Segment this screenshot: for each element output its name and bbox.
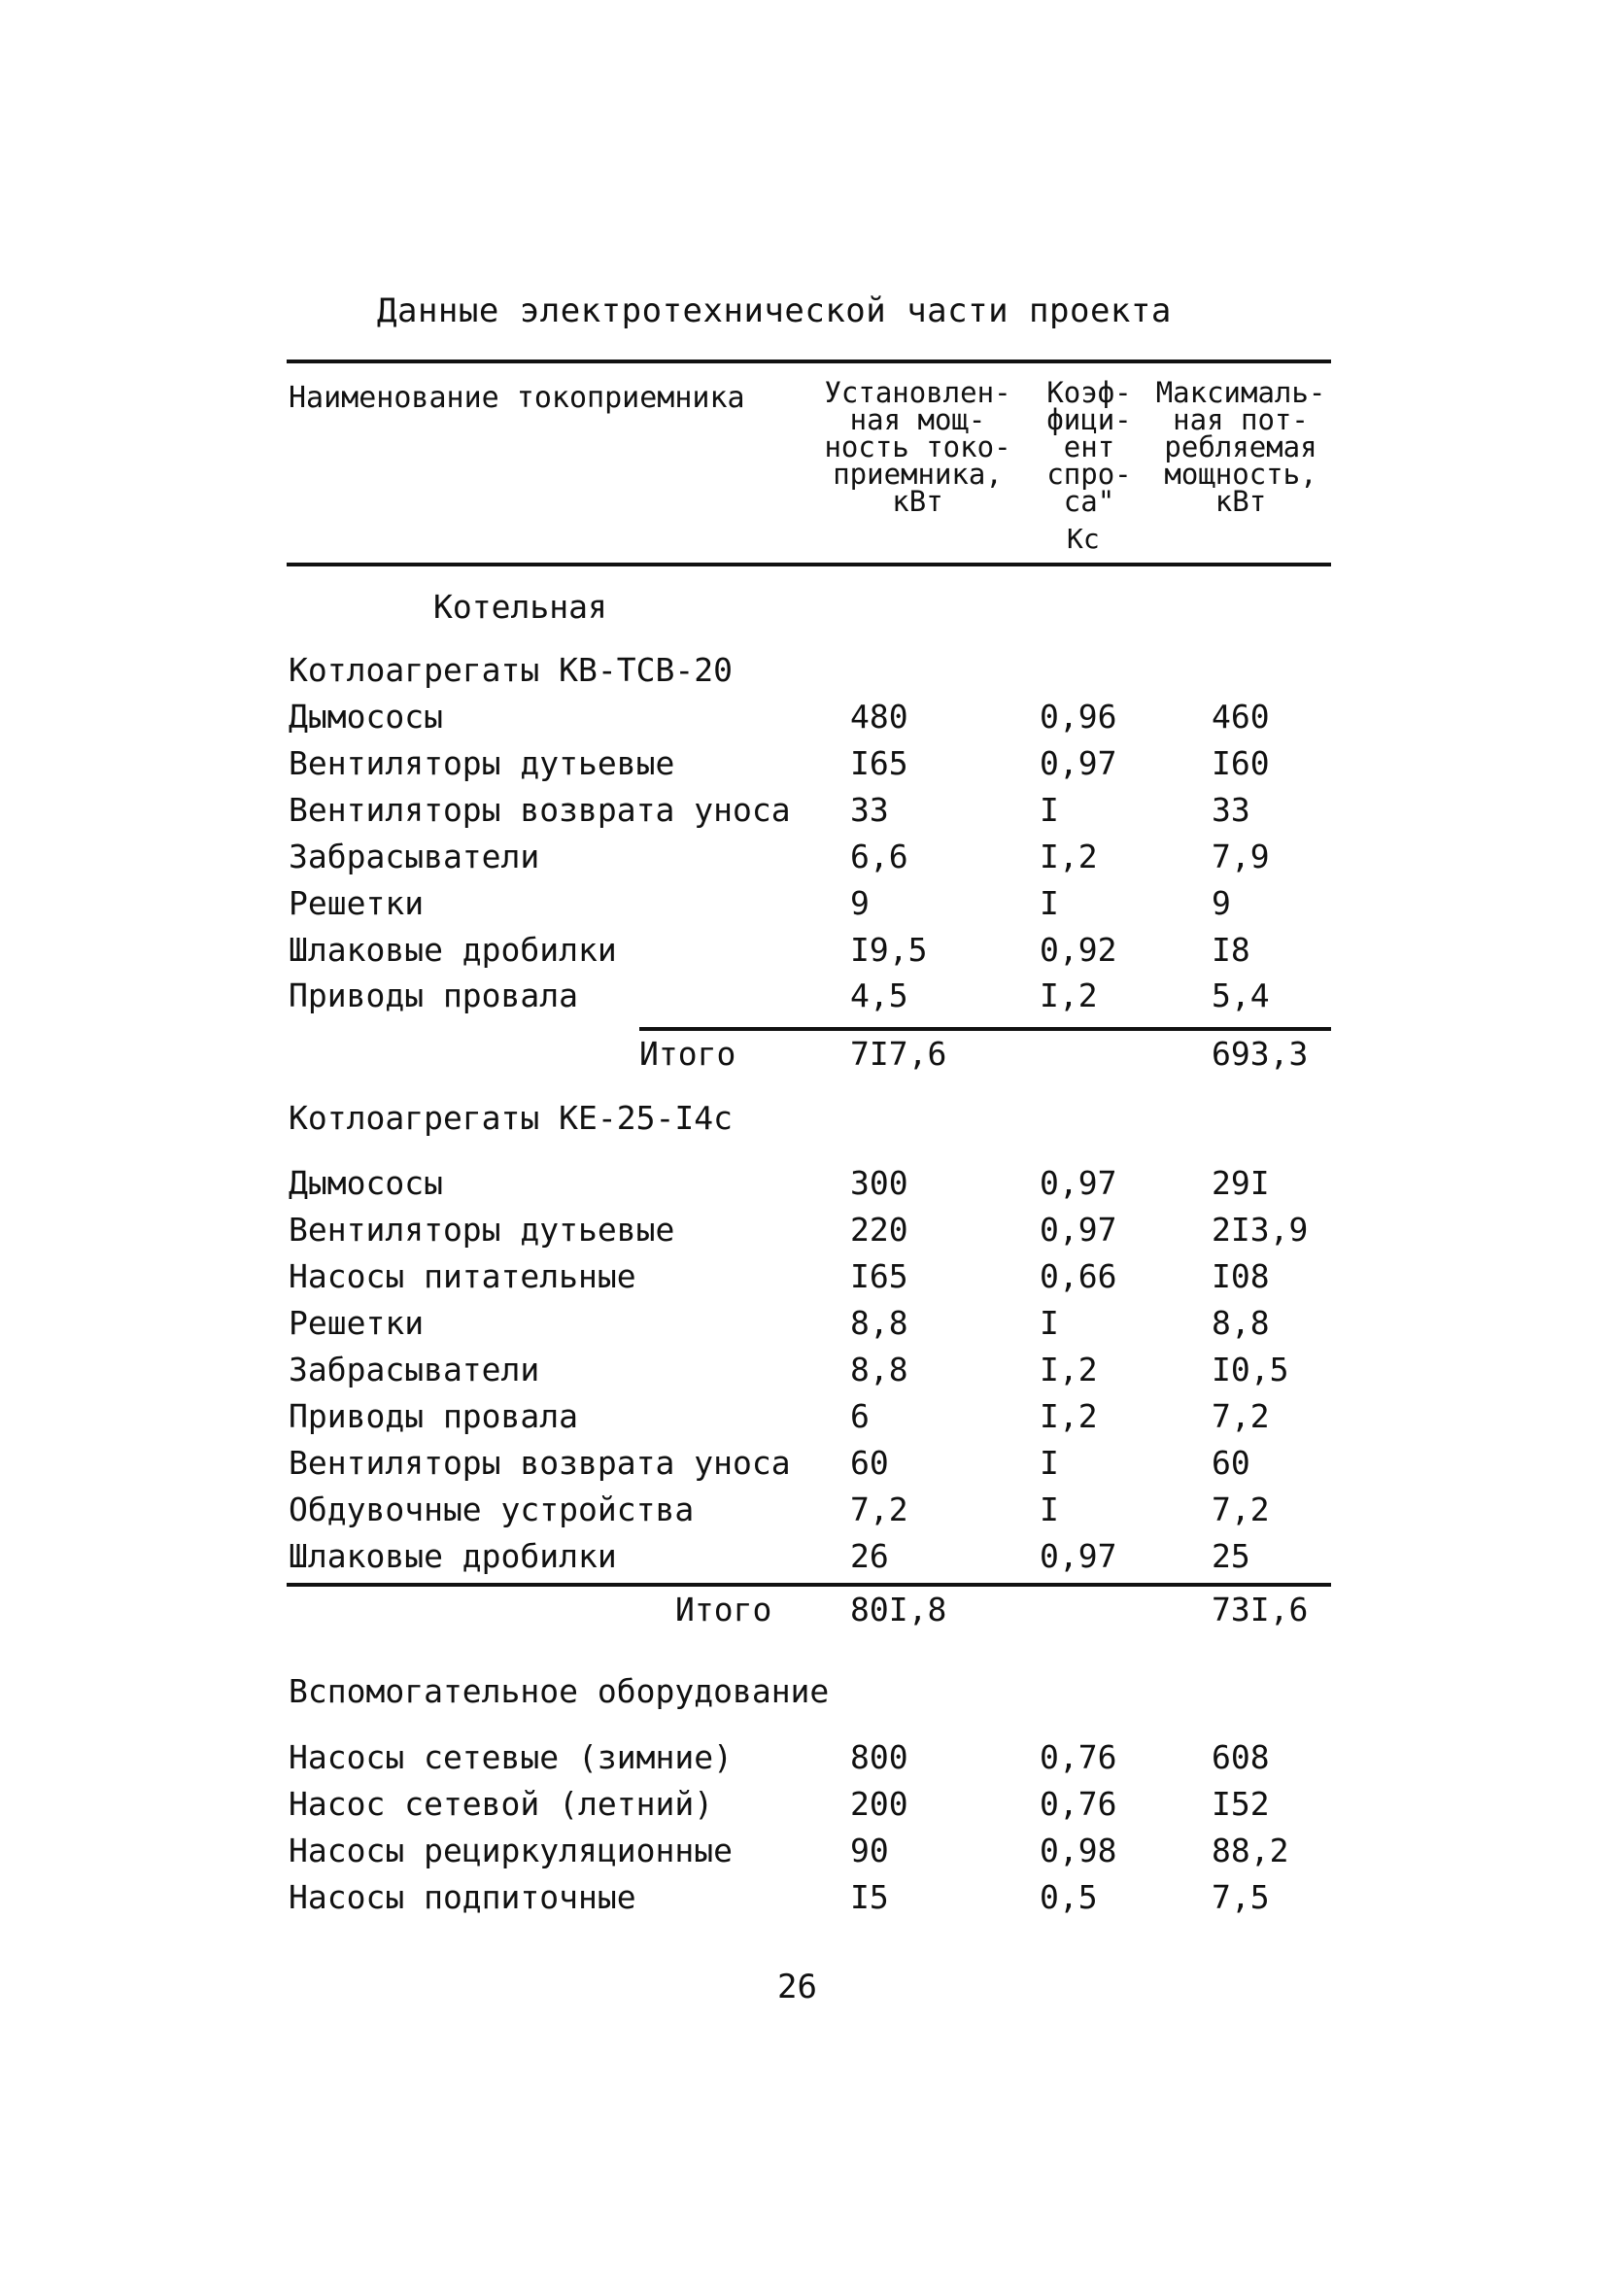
column-header-max: Максималь- ная пот- ребляемая мощность, кВт: [1155, 376, 1326, 518]
row-installed: I65: [850, 1257, 908, 1295]
kv-total-label: Итого: [639, 1035, 736, 1073]
row-coef: 0,96: [1040, 698, 1117, 736]
row-name: Решетки: [289, 1304, 425, 1342]
section-ke-group: Котлоагрегаты КЕ-25-I4с: [289, 1099, 733, 1137]
row-name: Забрасыватели: [289, 838, 540, 875]
row-name: Дымососы: [289, 698, 443, 736]
section-kv-group: Котлоагрегаты КВ-ТСВ-20: [289, 651, 733, 689]
section-aux-group: Вспомогательное оборудование: [289, 1672, 830, 1710]
kv-total-max: 693,3: [1212, 1035, 1309, 1073]
row-max: 608: [1212, 1738, 1270, 1776]
table-header-rule: [287, 563, 1331, 566]
row-max: 9: [1212, 884, 1231, 922]
row-name: Насосы питательные: [289, 1257, 636, 1295]
row-coef: I,2: [1040, 1397, 1098, 1435]
row-coef: I: [1040, 1491, 1059, 1528]
row-installed: 800: [850, 1738, 908, 1776]
row-installed: 33: [850, 791, 889, 829]
row-installed: 7,2: [850, 1491, 908, 1528]
table-top-rule: [287, 360, 1331, 363]
row-installed: 200: [850, 1785, 908, 1823]
row-max: I8: [1212, 931, 1250, 969]
row-max: 60: [1212, 1444, 1250, 1482]
ke-total-label: Итого: [675, 1591, 772, 1628]
row-name: Решетки: [289, 884, 425, 922]
row-max: I52: [1212, 1785, 1270, 1823]
column-header-name: Наименование токоприемника: [289, 381, 745, 415]
column-header-coef: Коэф- фици- ент спро- са": [1046, 376, 1132, 518]
row-max: 29I: [1212, 1164, 1270, 1202]
row-name: Вентиляторы возврата уноса: [289, 1444, 791, 1482]
row-installed: I5: [850, 1878, 889, 1916]
row-name: Вентиляторы дутьевые: [289, 1211, 675, 1249]
row-installed: 90: [850, 1832, 889, 1869]
row-max: 25: [1212, 1537, 1250, 1575]
row-installed: 4,5: [850, 977, 908, 1014]
ke-total-rule: [287, 1583, 1331, 1587]
row-name: Шлаковые дробилки: [289, 1537, 617, 1575]
row-max: I0,5: [1212, 1351, 1289, 1388]
row-name: Дымососы: [289, 1164, 443, 1202]
row-coef: 0,97: [1040, 1537, 1117, 1575]
page-number: 26: [777, 1968, 817, 2006]
row-max: 7,2: [1212, 1491, 1270, 1528]
ke-total-max: 73I,6: [1212, 1591, 1309, 1628]
row-installed: 8,8: [850, 1351, 908, 1388]
row-coef: 0,66: [1040, 1257, 1117, 1295]
row-installed: 300: [850, 1164, 908, 1202]
row-coef: I,2: [1040, 977, 1098, 1014]
page-title: Данные электротехнической части проекта: [377, 291, 1172, 330]
row-coef: 0,97: [1040, 1164, 1117, 1202]
row-coef: 0,5: [1040, 1878, 1098, 1916]
kv-total-rule: [639, 1027, 1331, 1031]
ke-total-installed: 80I,8: [850, 1591, 947, 1628]
row-installed: 60: [850, 1444, 889, 1482]
row-name: Обдувочные устройства: [289, 1491, 695, 1528]
row-coef: I: [1040, 884, 1059, 922]
row-coef: 0,97: [1040, 744, 1117, 782]
row-coef: I: [1040, 791, 1059, 829]
row-installed: 220: [850, 1211, 908, 1249]
row-coef: 0,76: [1040, 1785, 1117, 1823]
row-name: Насосы подпиточные: [289, 1878, 636, 1916]
row-coef: I: [1040, 1444, 1059, 1482]
row-name: Шлаковые дробилки: [289, 931, 617, 969]
row-max: 7,2: [1212, 1397, 1270, 1435]
row-max: 7,9: [1212, 838, 1270, 875]
section-boiler-room: Котельная: [433, 588, 607, 626]
row-max: I08: [1212, 1257, 1270, 1295]
row-coef: 0,76: [1040, 1738, 1117, 1776]
coef-symbol: Кс: [1067, 523, 1100, 555]
row-installed: 6,6: [850, 838, 908, 875]
row-max: 8,8: [1212, 1304, 1270, 1342]
row-installed: 480: [850, 698, 908, 736]
kv-total-installed: 7I7,6: [850, 1035, 947, 1073]
row-name: Приводы провала: [289, 1397, 579, 1435]
row-name: Насосы рециркуляционные: [289, 1832, 733, 1869]
row-max: 33: [1212, 791, 1250, 829]
row-coef: 0,92: [1040, 931, 1117, 969]
row-name: Вентиляторы возврата уноса: [289, 791, 791, 829]
row-coef: I,2: [1040, 838, 1098, 875]
row-installed: 9: [850, 884, 870, 922]
row-max: 88,2: [1212, 1832, 1289, 1869]
row-installed: I9,5: [850, 931, 928, 969]
row-name: Вентиляторы дутьевые: [289, 744, 675, 782]
row-installed: I65: [850, 744, 908, 782]
row-coef: I,2: [1040, 1351, 1098, 1388]
row-coef: 0,97: [1040, 1211, 1117, 1249]
row-name: Приводы провала: [289, 977, 579, 1014]
row-max: I60: [1212, 744, 1270, 782]
row-installed: 6: [850, 1397, 870, 1435]
row-coef: 0,98: [1040, 1832, 1117, 1869]
row-name: Забрасыватели: [289, 1351, 540, 1388]
row-max: 2I3,9: [1212, 1211, 1309, 1249]
row-name: Насос сетевой (летний): [289, 1785, 714, 1823]
row-max: 5,4: [1212, 977, 1270, 1014]
row-max: 460: [1212, 698, 1270, 736]
column-header-installed: Установлен- ная мощ- ность токо- приемника, кВт: [824, 376, 1011, 518]
row-installed: 8,8: [850, 1304, 908, 1342]
row-installed: 26: [850, 1537, 889, 1575]
row-coef: I: [1040, 1304, 1059, 1342]
row-name: Насосы сетевые (зимние): [289, 1738, 733, 1776]
row-max: 7,5: [1212, 1878, 1270, 1916]
